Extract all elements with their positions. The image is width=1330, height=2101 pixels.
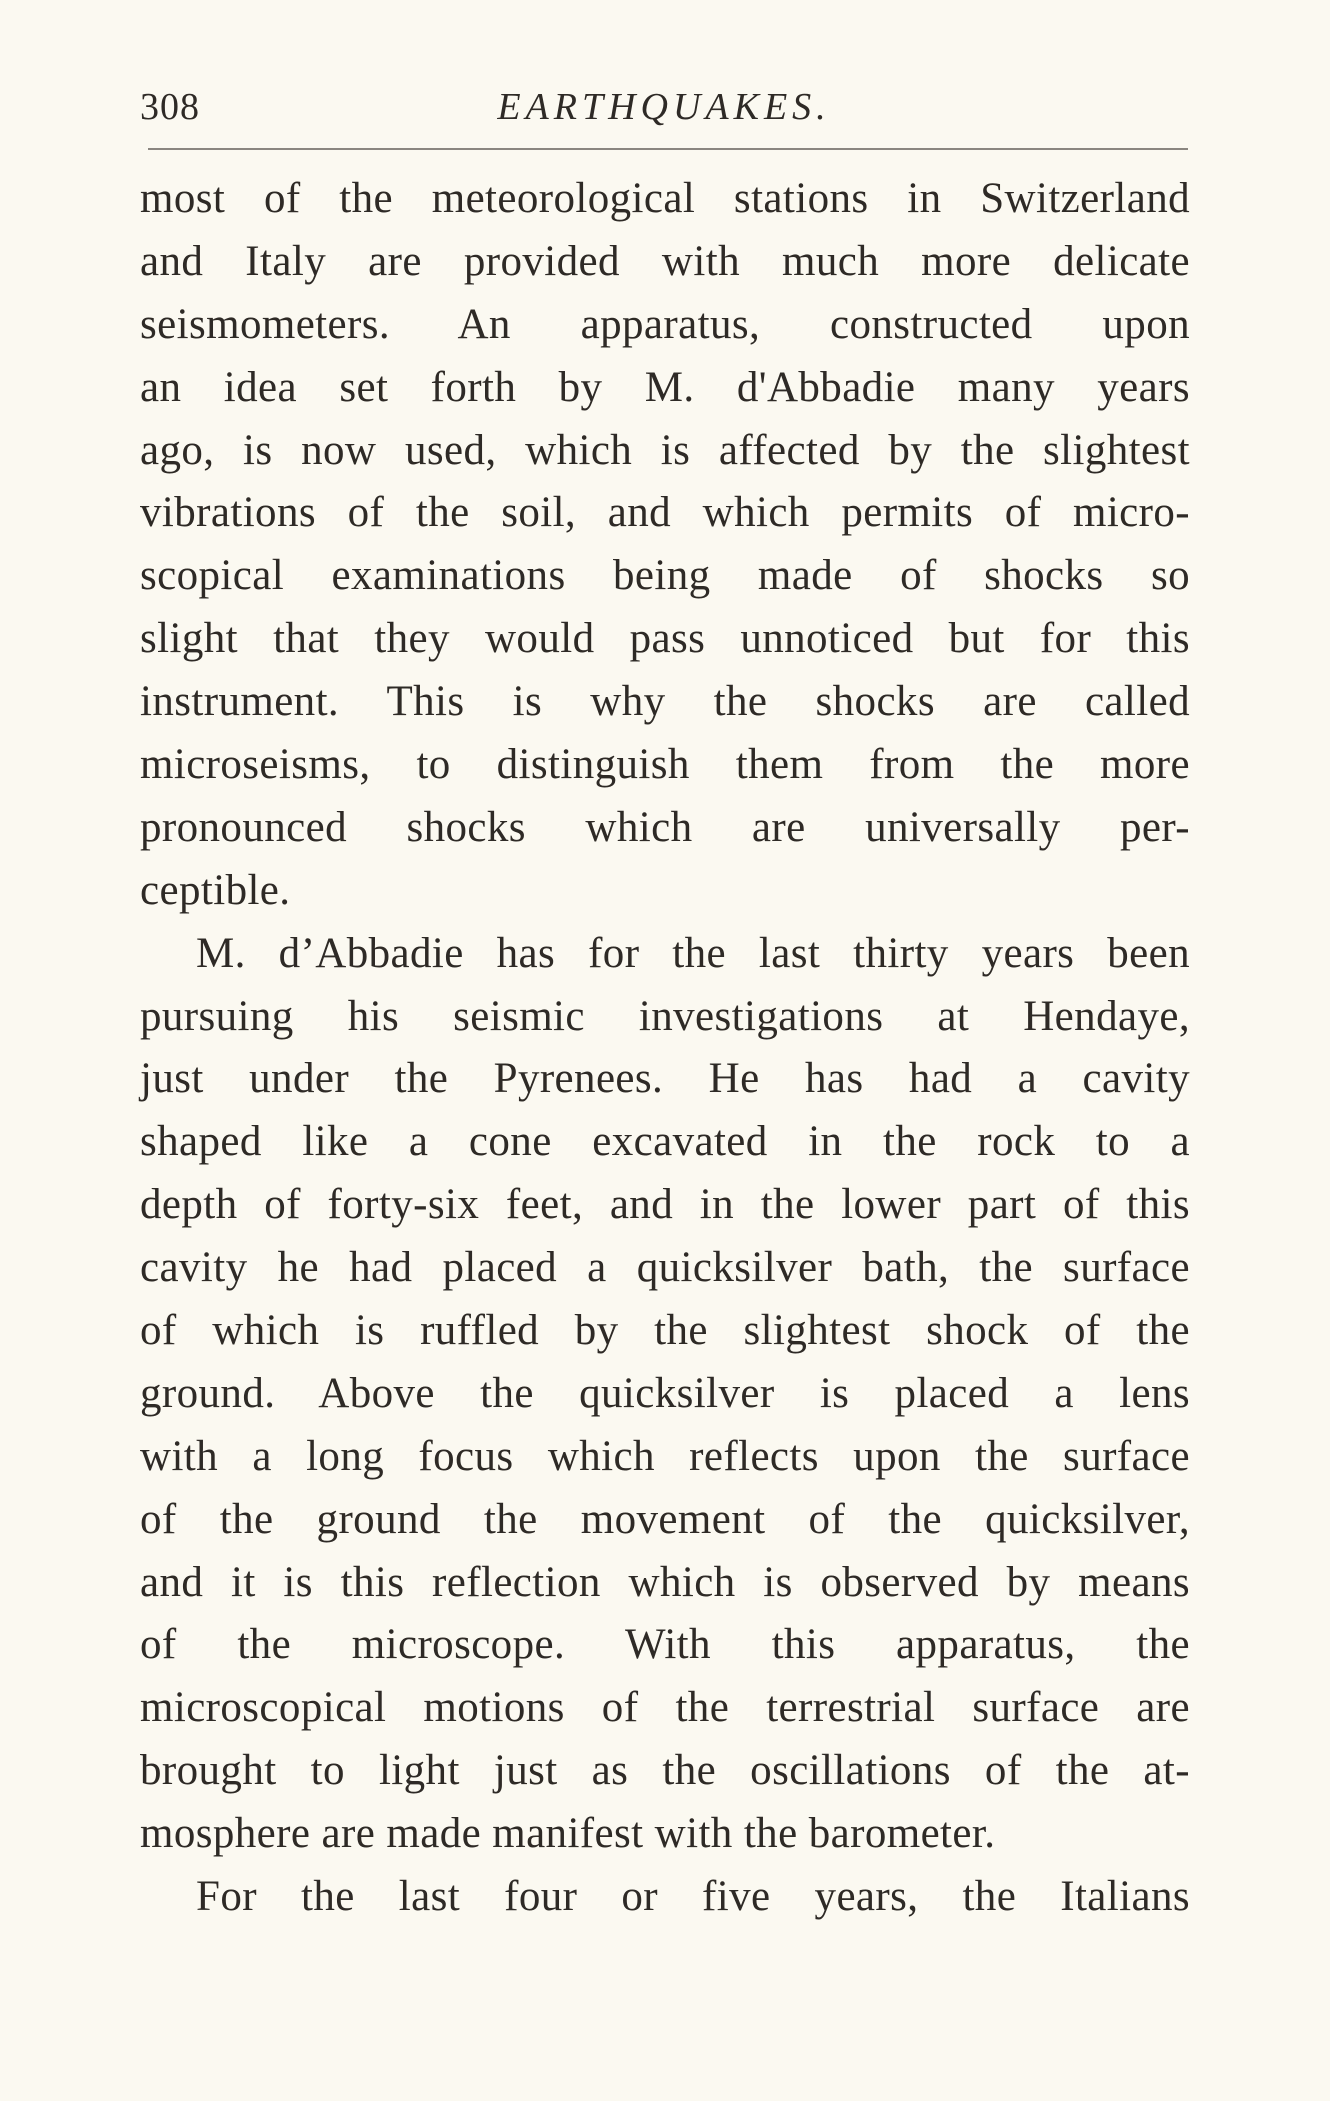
paragraph-end-line: ceptible. xyxy=(140,866,291,914)
text-line: just under the Pyrenees. He has had a cavity xyxy=(140,1055,1190,1103)
text-line: slight that they would pass unnoticed but for this xyxy=(140,615,1190,663)
text-line: and Italy are provided with much more delicate xyxy=(140,237,1190,285)
text-line: of which is ruffled by the slightest shock of the xyxy=(140,1307,1190,1355)
text-line: brought to light just as the oscillations of the at- xyxy=(140,1747,1190,1795)
page-number: 308 xyxy=(140,86,200,128)
text-line: of the microscope. With this apparatus, the xyxy=(140,1621,1190,1669)
text-line: pursuing his seismic investigations at Hendaye, xyxy=(140,992,1190,1040)
text-line: scopical examinations being made of shocks so xyxy=(140,552,1190,600)
body-text xyxy=(140,168,1190,1929)
text-line: and it is this reflection which is observed by means xyxy=(140,1558,1190,1606)
text-line: vibrations of the soil, and which permits of micro- xyxy=(140,489,1190,537)
text-line: ago, is now used, which is affected by the slightest xyxy=(140,426,1190,474)
text-line: depth of forty-six feet, and in the lower part of this xyxy=(140,1181,1190,1229)
running-head xyxy=(140,82,1188,132)
paragraph-start-line: M. d’Abbadie has for the last thirty years been xyxy=(196,929,1190,977)
text-line: with a long focus which reflects upon the surface xyxy=(140,1432,1190,1480)
text-line: most of the meteorological stations in Switzerland xyxy=(140,175,1190,222)
paragraph-end-line: mosphere are made manifest with the barometer. xyxy=(140,1810,996,1858)
text-line: of the ground the movement of the quicksilver, xyxy=(140,1495,1190,1543)
text-line: ground. Above the quicksilver is placed a lens xyxy=(140,1369,1190,1417)
text-line: an idea set forth by M. d'Abbadie many years xyxy=(140,363,1190,411)
text-line: microscopical motions of the terrestrial surface are xyxy=(140,1684,1190,1732)
running-title: EARTHQUAKES. xyxy=(497,86,831,128)
text-line: microseisms, to distinguish them from the more xyxy=(140,741,1190,789)
text-line: instrument. This is why the shocks are called xyxy=(140,678,1190,726)
text-line: seismometers. An apparatus, constructed upon xyxy=(140,300,1190,348)
header-rule xyxy=(148,148,1188,150)
text-line: pronounced shocks which are universally per- xyxy=(140,803,1190,851)
text-line: shaped like a cone excavated in the rock to a xyxy=(140,1118,1190,1166)
text-line: cavity he had placed a quicksilver bath, the surface xyxy=(140,1244,1190,1292)
paragraph-start-line: For the last four or five years, the Italians xyxy=(196,1873,1190,1921)
